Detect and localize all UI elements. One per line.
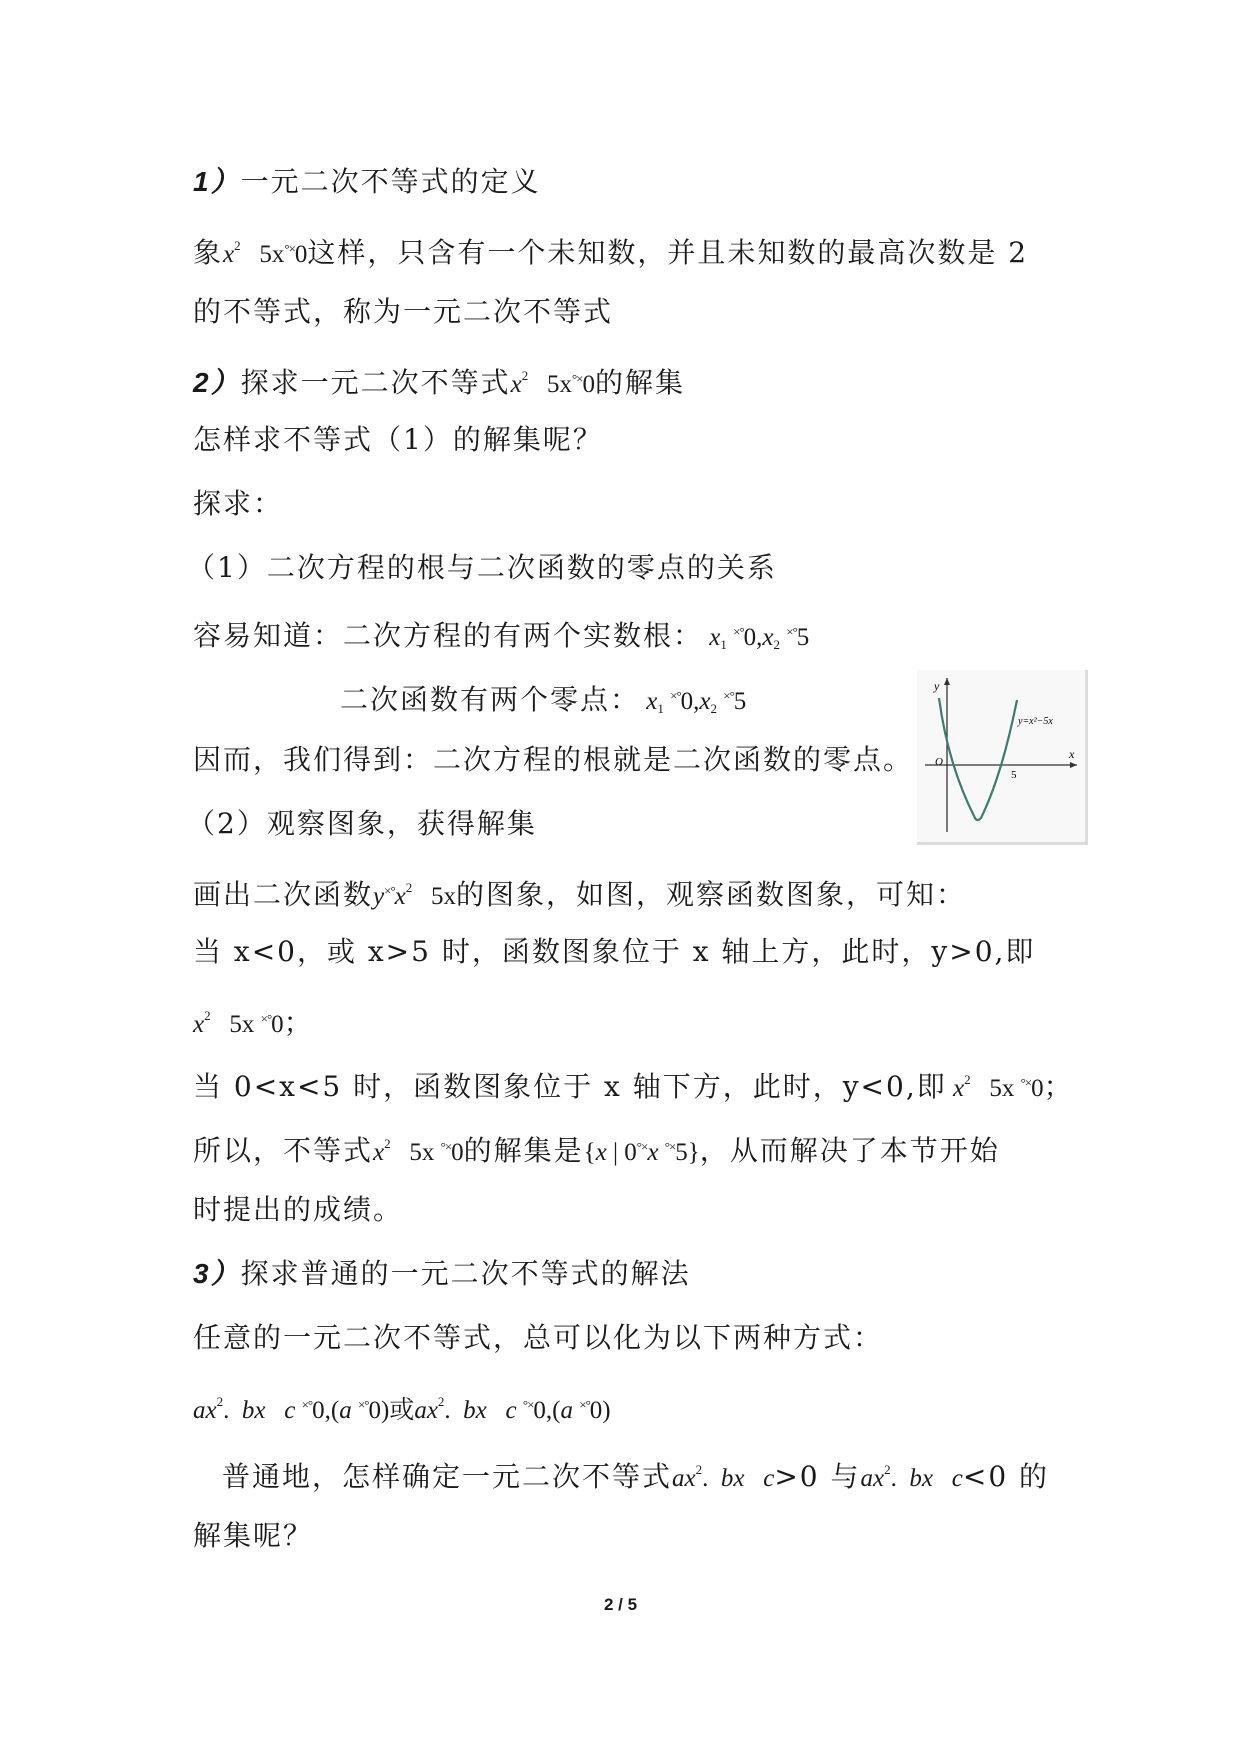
term-5x: 5x	[431, 883, 457, 910]
term-bx: bx	[909, 1465, 933, 1492]
term-5x: 5x	[546, 371, 572, 398]
section-2-heading	[193, 358, 685, 403]
parabola-figure	[917, 670, 1088, 845]
definition-line	[193, 228, 1028, 273]
var-a: a	[560, 1397, 573, 1424]
value: 5	[733, 688, 747, 715]
garbled-symbol: °×	[664, 1139, 676, 1154]
inequality-expr	[947, 1072, 1044, 1102]
x-axis-arrow-icon	[1070, 762, 1077, 768]
text: 的解集是	[463, 1134, 584, 1167]
inequality-expr	[193, 1008, 284, 1038]
value: 0)	[368, 1397, 390, 1424]
case-above-line	[193, 934, 1035, 970]
draw-line	[193, 870, 966, 915]
exponent: 2	[384, 1136, 391, 1151]
explore-label	[193, 486, 283, 522]
exponent: 2	[964, 1072, 971, 1087]
inequality-expr	[373, 1136, 464, 1166]
term-c: c	[505, 1397, 517, 1424]
zero: 0	[294, 241, 308, 268]
section-number: 3）	[193, 1258, 241, 1289]
exponent: 2	[405, 880, 413, 895]
term-5x: 5x	[409, 1139, 435, 1166]
garbled-symbol: ×°	[670, 688, 681, 703]
general-question-line-2	[193, 1518, 313, 1554]
term-ax: ax	[860, 1465, 885, 1492]
origin-label: O	[935, 756, 943, 768]
inequality-line	[193, 998, 314, 1043]
section-title: 探求普通的一元二次不等式的解法	[240, 1257, 691, 1290]
section-title: 一元二次不等式的定义	[240, 165, 541, 198]
section-number: 2）	[193, 367, 241, 398]
solution-line-2	[193, 1192, 403, 1228]
var-x: x	[762, 624, 774, 651]
zero: 0	[451, 1139, 464, 1166]
subscript: 1	[720, 637, 727, 652]
text: 容易知道：二次方程的有两个实数根：	[193, 619, 704, 652]
zeros-expr	[640, 688, 746, 715]
text: 当 x<0，或 x>5 时，函数图象位于 x 轴上方，此时，y>0,即	[193, 935, 1036, 968]
text: ；	[283, 1006, 314, 1039]
subscript: 2	[773, 637, 781, 652]
var-x: x	[709, 624, 721, 651]
zeros-line	[340, 678, 746, 727]
term-ax: ax	[414, 1397, 438, 1424]
garbled-symbol: ×°	[733, 624, 744, 639]
text: <0 的	[962, 1460, 1050, 1493]
text: ，从而解决了本节开始	[699, 1134, 1000, 1167]
var-x: x	[373, 1139, 385, 1166]
text: ；	[1043, 1070, 1074, 1103]
inequality-expr	[510, 368, 595, 398]
garbled-symbol: ×°	[260, 1011, 272, 1026]
garbled-symbol: ×°	[357, 1397, 369, 1412]
garbled-symbol: °×	[522, 1397, 534, 1412]
solution-line	[193, 1126, 1000, 1171]
value: 5	[796, 624, 810, 651]
garbled-symbol: ×°	[579, 1397, 590, 1412]
zero: 0	[271, 1011, 284, 1038]
section-3-heading	[193, 1256, 691, 1292]
value: 0,	[680, 688, 700, 715]
conclusion-line	[193, 742, 913, 778]
subsection-2	[187, 806, 537, 842]
y-axis-arrow-icon	[944, 678, 950, 685]
section-1-heading	[193, 164, 541, 200]
text: 这样，只含有一个未知数，并且未知数的最高次数是 2	[307, 236, 1029, 269]
text: 怎样求不等式（1）的解集呢？	[193, 423, 603, 456]
term-c: c	[951, 1465, 963, 1492]
inequality-expr: $ax^2$. bx c	[860, 1462, 963, 1492]
text: （2）观察图象，获得解集	[187, 807, 537, 840]
var-x: x	[223, 241, 235, 268]
term-5x: 5x	[229, 1011, 255, 1038]
definition-line-2	[193, 294, 613, 330]
text: 任意的一元二次不等式，总可以化为以下两种方式：	[193, 1321, 884, 1354]
text: 时提出的成绩。	[193, 1193, 404, 1226]
subsection-1	[187, 550, 777, 586]
text: 象	[193, 236, 224, 269]
exponent: 2	[234, 238, 241, 253]
roots-expr	[703, 624, 809, 651]
section-number: 1）	[193, 166, 241, 197]
function-expr	[373, 880, 457, 910]
garbled-symbol: ×°	[786, 624, 797, 639]
curve-label: y=x²−5x	[1018, 716, 1053, 727]
forms-intro	[193, 1320, 883, 1356]
text: 二次函数有两个零点：	[340, 683, 641, 716]
general-question-line	[222, 1452, 1049, 1497]
var-x: x	[952, 1075, 965, 1102]
tick-label-5: 5	[1011, 769, 1017, 781]
var-x: x	[646, 688, 658, 715]
text: 因而，我们得到：二次方程的根就是二次函数的零点。	[193, 743, 914, 776]
text: 的不等式，称为一元二次不等式	[193, 295, 614, 328]
term-c: c	[763, 1465, 775, 1492]
forms-line	[193, 1384, 611, 1429]
page-number: 2 / 5	[603, 1595, 638, 1614]
term-bx: bx	[241, 1397, 266, 1424]
exponent: 2	[204, 1008, 211, 1023]
garbled-symbol: ×°	[301, 1397, 313, 1412]
term-5x: 5x	[989, 1075, 1015, 1102]
exponent: 2	[695, 1462, 703, 1477]
text: 所以，不等式	[193, 1134, 374, 1167]
var-x: x	[595, 1139, 607, 1166]
question-line	[193, 422, 603, 458]
var-x: x	[193, 1011, 205, 1038]
parabola-curve	[939, 698, 1017, 820]
roots-line	[193, 614, 809, 663]
garbled-symbol: °×	[284, 241, 295, 256]
value: 0,	[743, 624, 763, 651]
garbled-symbol: ×°	[384, 883, 395, 898]
garbled-symbol: °×	[1020, 1075, 1032, 1090]
text: 探求：	[193, 487, 284, 520]
garbled-symbol: °×	[440, 1139, 452, 1154]
solution-set	[584, 1139, 700, 1166]
inequality-expr: $ax^2$. bx c	[672, 1462, 775, 1492]
var-a: a	[339, 1397, 352, 1424]
brace-left: {	[583, 1139, 596, 1166]
subscript: 2	[710, 701, 718, 716]
term-bx: bx	[463, 1397, 487, 1424]
value: 5	[675, 1139, 688, 1166]
parabola-graph	[917, 670, 1085, 842]
exponent: 2	[884, 1462, 891, 1477]
text: 解集呢？	[193, 1519, 314, 1552]
text: 普通地，怎样确定一元二次不等式	[222, 1460, 673, 1493]
subscript: 1	[657, 701, 664, 716]
value: 0,(	[312, 1397, 340, 1424]
var-y: y	[373, 883, 385, 910]
text: 画出二次函数	[193, 878, 374, 911]
inequality-expr	[223, 238, 308, 268]
value: 0)	[589, 1397, 611, 1424]
garbled-symbol: ×°	[723, 688, 734, 703]
zero: 0	[582, 371, 595, 398]
x-axis-label: x	[1069, 747, 1075, 761]
exponent: 2	[521, 368, 529, 383]
term-c: c	[284, 1397, 296, 1424]
zero: 0	[1031, 1075, 1044, 1102]
var-x: x	[647, 1139, 659, 1166]
var-x: x	[394, 883, 406, 910]
term-ax: ax	[672, 1465, 696, 1492]
text: 的图象，如图，观察函数图象，可知：	[456, 878, 967, 911]
set-bar: | 0	[606, 1139, 637, 1166]
exponent: 2	[216, 1394, 224, 1409]
text: >0 与	[774, 1460, 861, 1493]
term-5x: 5x	[259, 241, 285, 268]
text: （1）二次方程的根与二次函数的零点的关系	[187, 551, 777, 584]
garbled-symbol: °×	[636, 1139, 648, 1154]
value: 0,(	[533, 1397, 561, 1424]
brace-right: }	[687, 1139, 700, 1166]
y-axis-label: y	[934, 679, 940, 693]
var-x: x	[699, 688, 711, 715]
term-bx: bx	[720, 1465, 745, 1492]
term-ax: ax	[193, 1397, 217, 1424]
text: 的解集	[594, 366, 685, 399]
or-text: 或	[389, 1397, 415, 1424]
case-below-line	[193, 1062, 1074, 1107]
text: 当 0<x<5 时，函数图象位于 x 轴下方，此时，y<0,即	[193, 1070, 947, 1103]
forms-expr: $ax^2$. bx c ×°0,(a ×°0)或$ax^2$. bx c °×0,(a ×°0)	[193, 1394, 611, 1424]
exponent: 2	[437, 1394, 445, 1409]
var-x: x	[510, 371, 522, 398]
garbled-symbol: °×	[571, 371, 583, 386]
section-title: 探求一元二次不等式	[240, 366, 511, 399]
